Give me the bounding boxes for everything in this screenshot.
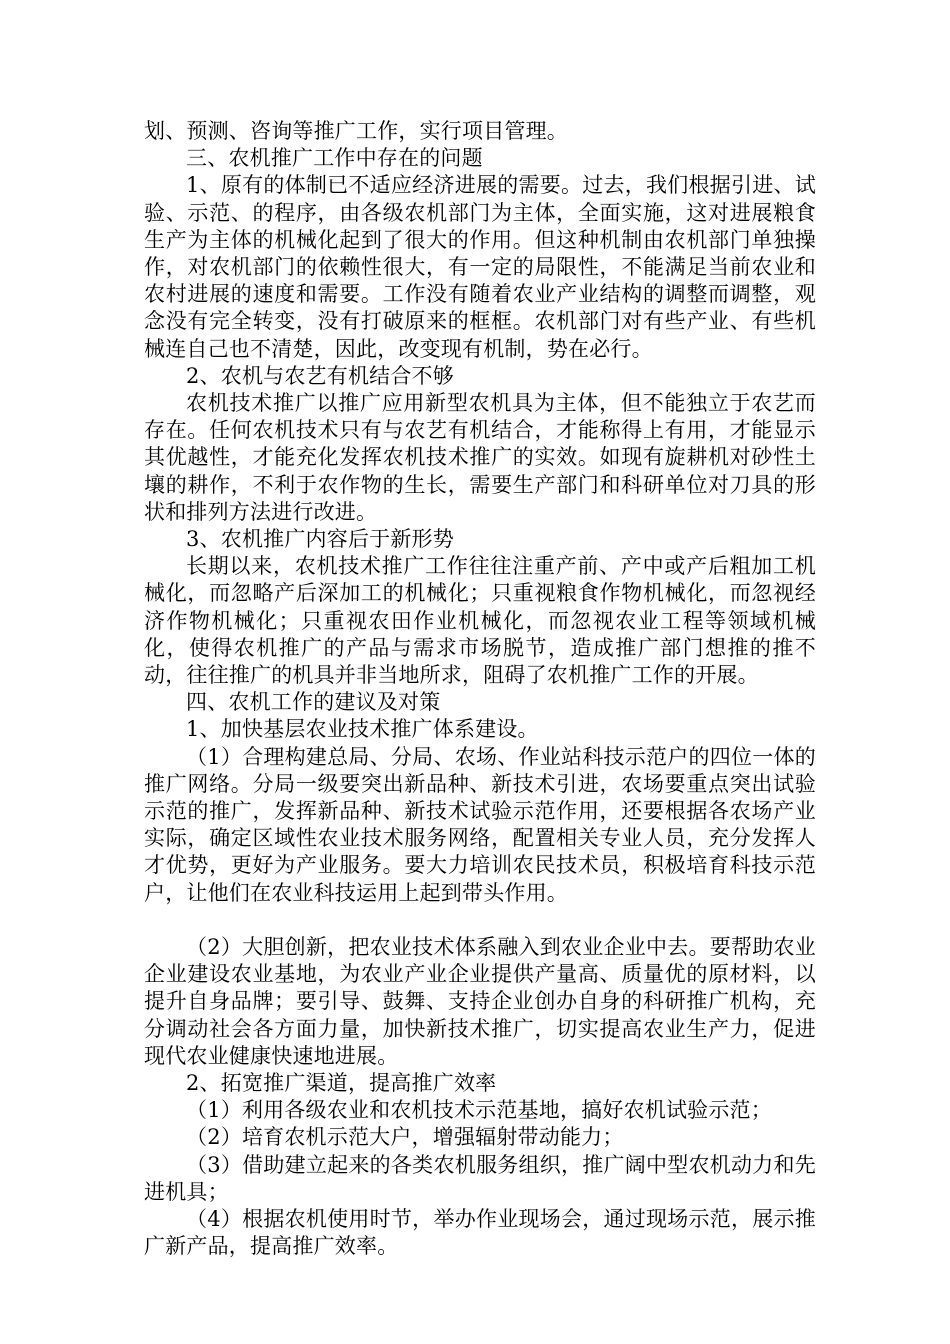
subheading-problem-3: 3、农机推广内容后于新形势 — [186, 527, 454, 552]
section-heading-suggestions: 四、农机工作的建议及对策 — [186, 690, 441, 715]
paragraph-continuation: 划、预测、咨询等推广工作，实行项目管理。 — [144, 119, 568, 143]
list-item-suggestion-2-3: （3）借助建立起来的各类农机服务组织，推广阔中型农机动力和先进机具； — [144, 1152, 816, 1204]
subheading-suggestion-2: 2、拓宽推广渠道，提高推广效率 — [186, 1070, 497, 1095]
document-body — [144, 118, 816, 1260]
paragraph-problem-1: 1、原有的体制已不适应经济进展的需要。过去，我们根据引进、试验、示范、的程序，由各级农机部门为主体，全面实施，这对进展粮食生产为主体的机械化起到了很大的作用。但这种机制由农机部门单独操作，对农机部门的依赖性很大，有一定的局限性，不能满足当前农业和农村进展的速度和需要。工作没有随着农业产业结构的调整而调整，观念没有完全转变，没有打破原来的框框。农机部门对有些产业、有些机械连自己也不清楚，因此，改变现有机制，势在必行。 — [144, 173, 816, 361]
paragraph-problem-3: 长期以来，农机技术推广工作往往注重产前、产中或产后粗加工机械化，而忽略产后深加工的机械化；只重视粮食作物机械化，而忽视经济作物机械化；只重视农田作业机械化，而忽视农业工程等领域机械化，使得农机推广的产品与需求市场脱节，造成推广部门想推的推不动，往往推广的机具并非当地所求，阻碍了农机推广工作的开展。 — [144, 554, 816, 688]
paragraph-problem-2: 农机技术推广以推广应用新型农机具为主体，但不能独立于农艺而存在。任何农机技术只有与农艺有机结合，才能称得上有用，才能显示其优越性，才能充化发挥农机技术推广的实效。如现有旋耕机对砂性土壤的耕作，不利于农作物的生长，需要生产部门和科研单位对刀具的形状和排列方法进行改进。 — [144, 391, 816, 524]
blank-line — [144, 907, 816, 934]
list-item-suggestion-2-1: （1）利用各级农业和农机技术示范基地，搞好农机试验示范； — [186, 1098, 772, 1123]
subheading-suggestion-1: 1、加快基层农业技术推广体系建设。 — [186, 717, 539, 742]
paragraph-suggestion-1-1: （1）合理构建总局、分局、农场、作业站科技示范户的四位一体的推广网络。分局一级要突出新品种、新技术引进，农场要重点突出试验示范的推广，发挥新品种、新技术试验示范作用，还要根据各农场产业实际，确定区域性农业技术服务网络，配置相关专业人员，充分发挥人才优势，更好为产业服务。要大力培训农民技术员，积极培育科技示范户，让他们在农业科技运用上起到带头作用。 — [144, 744, 816, 905]
subheading-problem-2: 2、农机与农艺有机结合不够 — [186, 363, 454, 388]
paragraph-suggestion-1-2: （2）大胆创新，把农业技术体系融入到农业企业中去。要帮助农业企业建设农业基地，为农业产业企业提供产量高、质量优的原材料，以提升自身品牌；要引导、鼓舞、支持企业创办自身的科研推广机构，充分调动社会各方面力量，加快新技术推广，切实提高农业生产力，促进现代农业健康快速地进展。 — [144, 934, 816, 1068]
list-item-suggestion-2-4: （4）根据农机使用时节，举办作业现场会，通过现场示范，展示推广新产品，提高推广效率。 — [144, 1206, 816, 1259]
list-item-suggestion-2-2: （2）培育农机示范大户，增强辐射带动能力； — [186, 1125, 624, 1150]
section-heading-problems: 三、农机推广工作中存在的问题 — [186, 146, 483, 171]
